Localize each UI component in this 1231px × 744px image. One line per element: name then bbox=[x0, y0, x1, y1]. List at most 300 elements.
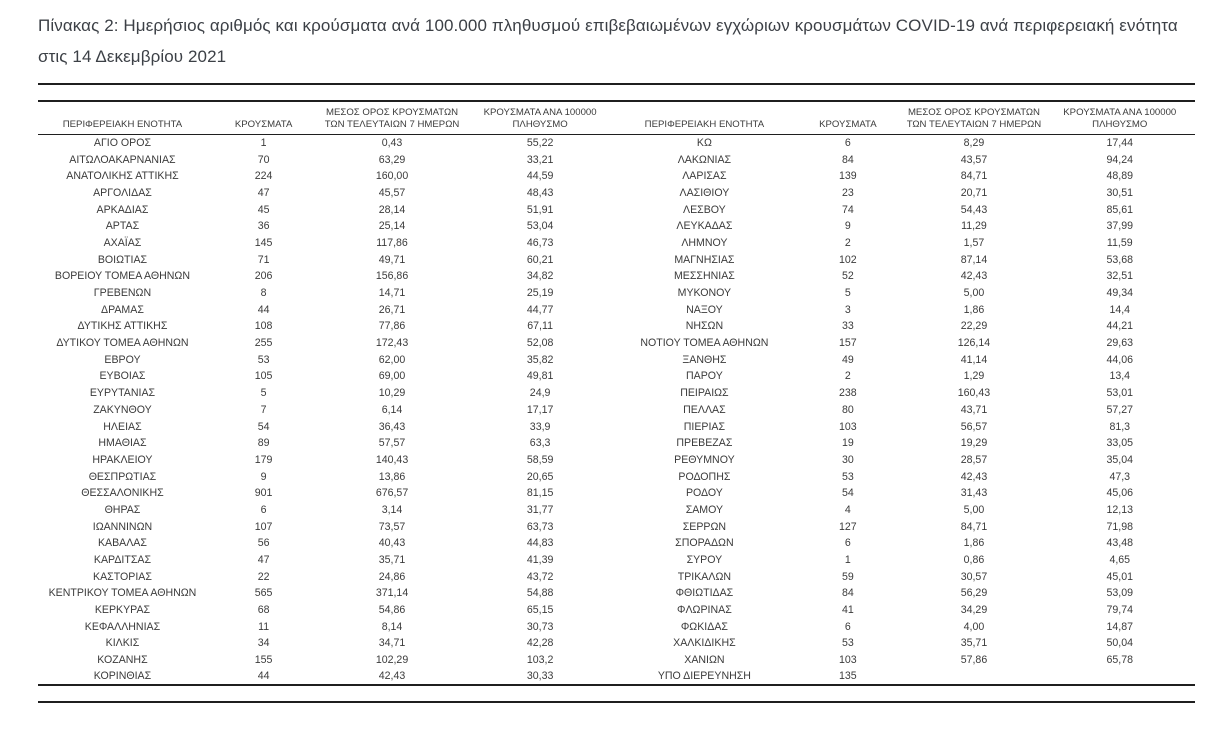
table-row bbox=[38, 301, 1195, 318]
table-row bbox=[38, 552, 1195, 569]
cases-cell: 103 bbox=[839, 420, 857, 433]
avg7-cases-cell: 49,71 bbox=[378, 253, 406, 266]
cases-cell: 103 bbox=[839, 654, 857, 667]
table-row bbox=[38, 452, 1195, 469]
region-cell: ΚΑΣΤΟΡΙΑΣ bbox=[93, 570, 152, 583]
region-cell: ΝΟΤΙΟΥ ΤΟΜΕΑ ΑΘΗΝΩΝ bbox=[640, 337, 769, 350]
region-cell: ΒΟΡΕΙΟΥ ΤΟΜΕΑ ΑΘΗΝΩΝ bbox=[54, 270, 191, 283]
cases-cell: 36 bbox=[257, 220, 270, 233]
avg7-cases-cell: 57,86 bbox=[960, 654, 988, 667]
region-cell: ΠΕΛΛΑΣ bbox=[683, 403, 726, 416]
table-row bbox=[38, 535, 1195, 552]
region-cell: ΤΡΙΚΑΛΩΝ bbox=[677, 570, 732, 583]
cases-per-100k-cell: 53,09 bbox=[1106, 587, 1134, 600]
cases-cell: 155 bbox=[254, 654, 273, 667]
avg7-cases-cell: 87,14 bbox=[960, 253, 988, 266]
cases-per-100k-cell: 47,3 bbox=[1109, 470, 1131, 483]
table-row bbox=[38, 235, 1195, 252]
cases-cell: 108 bbox=[254, 320, 273, 333]
avg7-cases-cell: 0,43 bbox=[381, 137, 403, 150]
cases-cell: 135 bbox=[839, 670, 857, 683]
cases-per-100k-cell: 41,39 bbox=[526, 554, 554, 567]
avg7-cases-cell: 11,29 bbox=[961, 220, 987, 233]
cases-cell: 22 bbox=[257, 570, 270, 583]
cases-per-100k-cell: 44,06 bbox=[1106, 353, 1134, 366]
region-cell: ΞΑΝΘΗΣ bbox=[682, 353, 727, 366]
cases-per-100k-cell: 57,27 bbox=[1106, 403, 1134, 416]
region-cell: ΣΥΡΟΥ bbox=[686, 554, 723, 567]
cases-per-100k-cell: 81,15 bbox=[526, 487, 554, 500]
table-body bbox=[38, 135, 1195, 686]
table-row bbox=[38, 418, 1195, 435]
cases-cell: 901 bbox=[254, 487, 273, 500]
region-cell: ΒΟΙΩΤΙΑΣ bbox=[97, 253, 148, 266]
avg7-cases-cell: 371,14 bbox=[375, 587, 409, 600]
cases-per-100k-cell: 35,82 bbox=[526, 353, 554, 366]
cases-per-100k-cell: 33,21 bbox=[526, 153, 554, 166]
region-cell: ΖΑΚΥΝΘΟΥ bbox=[93, 403, 152, 416]
covid-cases-table bbox=[38, 100, 1195, 686]
region-cell: ΚΑΡΔΙΤΣΑΣ bbox=[93, 554, 151, 567]
region-cell: ΠΡΕΒΕΖΑΣ bbox=[676, 437, 733, 450]
avg7-cases-cell: 5,00 bbox=[963, 287, 985, 300]
avg7-cases-cell: 54,86 bbox=[378, 604, 406, 617]
table-header bbox=[38, 101, 1195, 135]
cases-cell: 11 bbox=[258, 620, 270, 633]
region-cell: ΦΘΙΩΤΙΔΑΣ bbox=[675, 587, 734, 600]
cases-cell: 145 bbox=[254, 236, 273, 249]
region-cell: ΛΑΣΙΘΙΟΥ bbox=[679, 186, 730, 199]
cases-cell: 71 bbox=[257, 253, 270, 266]
region-cell: ΑΧΑΪΑΣ bbox=[103, 236, 142, 249]
avg7-cases-cell: 30,57 bbox=[960, 570, 988, 583]
region-cell: ΡΟΔΟΠΗΣ bbox=[678, 470, 731, 483]
avg7-cases-cell: 1,86 bbox=[963, 303, 985, 316]
cases-cell: 59 bbox=[841, 570, 854, 583]
spacer bbox=[38, 85, 1195, 100]
cases-cell: 30 bbox=[841, 453, 854, 466]
cases-per-100k-cell: 32,51 bbox=[1106, 270, 1134, 283]
cases-cell: 224 bbox=[254, 170, 273, 183]
region-cell: ΣΑΜΟΥ bbox=[685, 503, 724, 516]
cases-per-100k-cell: 45,01 bbox=[1106, 570, 1134, 583]
cases-per-100k-cell: 60,21 bbox=[526, 253, 554, 266]
avg7-cases-cell: 6,14 bbox=[381, 403, 403, 416]
avg7-cases-cell: 24,86 bbox=[378, 570, 406, 583]
region-cell: ΜΥΚΟΝΟΥ bbox=[677, 287, 732, 300]
cases-cell: 47 bbox=[257, 186, 270, 199]
cases-per-100k-cell: 53,68 bbox=[1106, 253, 1134, 266]
cases-cell: 565 bbox=[254, 587, 273, 600]
avg7-cases-cell: 10,29 bbox=[378, 387, 406, 400]
cases-per-100k-cell: 34,82 bbox=[526, 270, 554, 283]
cases-cell: 54 bbox=[257, 420, 270, 433]
table-row bbox=[38, 218, 1195, 235]
avg7-cases-cell: 117,86 bbox=[376, 236, 408, 249]
cases-cell: 44 bbox=[257, 303, 270, 316]
column-header-per100k-left: ΚΡΟΥΣΜΑΤΑ ΑΝΑ 100000 ΠΛΗΘΥΣΜΟ bbox=[464, 101, 617, 135]
cases-cell: 23 bbox=[841, 186, 854, 199]
cases-per-100k-cell: 49,34 bbox=[1106, 287, 1134, 300]
region-cell: ΜΑΓΝΗΣΙΑΣ bbox=[674, 253, 735, 266]
cases-per-100k-cell: 51,91 bbox=[526, 203, 554, 216]
cases-per-100k-cell: 71,98 bbox=[1106, 520, 1134, 533]
table-row bbox=[38, 402, 1195, 419]
cases-cell: 44 bbox=[257, 670, 270, 683]
avg7-cases-cell: 126,14 bbox=[957, 337, 991, 350]
cases-per-100k-cell: 13,4 bbox=[1109, 370, 1131, 383]
cases-per-100k-cell: 29,63 bbox=[1106, 337, 1134, 350]
avg7-cases-cell: 20,71 bbox=[960, 186, 988, 199]
region-cell: ΣΠΟΡΑΔΩΝ bbox=[675, 537, 734, 550]
cases-cell: 5 bbox=[260, 387, 267, 400]
region-cell: ΚΟΖΑΝΗΣ bbox=[97, 654, 148, 667]
cases-cell: 1 bbox=[260, 137, 267, 150]
cases-per-100k-cell: 33,9 bbox=[529, 420, 551, 433]
cases-cell: 45 bbox=[257, 203, 270, 216]
avg7-cases-cell: 62,00 bbox=[378, 353, 406, 366]
avg7-cases-cell: 19,29 bbox=[960, 437, 988, 450]
cases-per-100k-cell: 4,65 bbox=[1109, 554, 1131, 567]
cases-per-100k-cell: 43,72 bbox=[526, 570, 554, 583]
cases-per-100k-cell: 54,88 bbox=[526, 587, 554, 600]
cases-cell: 8 bbox=[260, 287, 267, 300]
region-cell: ΚΩ bbox=[696, 137, 712, 150]
cases-cell: 89 bbox=[257, 437, 270, 450]
avg7-cases-cell: 56,29 bbox=[960, 587, 988, 600]
region-cell: ΚΕΦΑΛΛΗΝΙΑΣ bbox=[84, 620, 161, 633]
region-cell: ΡΟΔΟΥ bbox=[685, 487, 723, 500]
avg7-cases-cell: 73,57 bbox=[378, 520, 406, 533]
table-row bbox=[38, 318, 1195, 335]
region-cell: ΑΡΓΟΛΙΔΑΣ bbox=[93, 186, 152, 199]
table-row bbox=[38, 151, 1195, 168]
cases-per-100k-cell: 31,77 bbox=[526, 503, 554, 516]
table-row bbox=[38, 485, 1195, 502]
cases-per-100k-cell: 14,87 bbox=[1106, 620, 1134, 633]
avg7-cases-cell: 35,71 bbox=[378, 554, 406, 567]
avg7-cases-cell: 34,71 bbox=[378, 637, 406, 650]
region-cell: ΔΥΤΙΚΗΣ ΑΤΤΙΚΗΣ bbox=[77, 320, 168, 333]
cases-per-100k-cell: 81,3 bbox=[1109, 420, 1131, 433]
avg7-cases-cell: 156,86 bbox=[375, 270, 409, 283]
cases-cell: 49 bbox=[841, 353, 854, 366]
cases-cell: 84 bbox=[841, 587, 854, 600]
avg7-cases-cell: 160,43 bbox=[957, 387, 991, 400]
column-header-cases-left: ΚΡΟΥΣΜΑΤΑ bbox=[207, 101, 320, 135]
cases-per-100k-cell: 45,06 bbox=[1106, 487, 1134, 500]
cases-cell: 127 bbox=[839, 520, 857, 533]
table-row bbox=[38, 268, 1195, 285]
cases-per-100k-cell: 94,24 bbox=[1106, 153, 1134, 166]
cases-per-100k-cell: 79,74 bbox=[1106, 604, 1134, 617]
avg7-cases-cell: 54,43 bbox=[960, 203, 988, 216]
table-row bbox=[38, 518, 1195, 535]
table-row bbox=[38, 635, 1195, 652]
column-header-region-right: ΠΕΡΙΦΕΡΕΙΑΚΗ ΕΝΟΤΗΤΑ bbox=[616, 101, 792, 135]
avg7-cases-cell: 1,86 bbox=[963, 537, 985, 550]
cases-per-100k-cell: 63,73 bbox=[526, 520, 554, 533]
avg7-cases-cell: 84,71 bbox=[960, 170, 988, 183]
column-header-avg7-left: ΜΕΣΟΣ ΟΡΟΣ ΚΡΟΥΣΜΑΤΩΝ ΤΩΝ ΤΕΛΕΥΤΑΙΩΝ 7 ΗΜΕΡΩΝ bbox=[320, 101, 463, 135]
region-cell: ΜΕΣΣΗΝΙΑΣ bbox=[673, 270, 735, 283]
region-cell: ΕΥΡΥΤΑΝΙΑΣ bbox=[89, 387, 156, 400]
region-cell: ΛΑΡΙΣΑΣ bbox=[682, 170, 727, 183]
region-cell: ΚΑΒΑΛΑΣ bbox=[97, 537, 147, 550]
cases-per-100k-cell: 44,77 bbox=[526, 303, 554, 316]
cases-cell: 41 bbox=[841, 604, 854, 617]
cases-cell: 105 bbox=[254, 370, 273, 383]
region-cell: ΓΡΕΒΕΝΩΝ bbox=[93, 287, 152, 300]
cases-per-100k-cell: 50,04 bbox=[1106, 637, 1134, 650]
avg7-cases-cell: 43,71 bbox=[960, 403, 988, 416]
cases-per-100k-cell: 17,17 bbox=[526, 403, 554, 416]
region-cell: ΘΕΣΠΡΩΤΙΑΣ bbox=[88, 470, 157, 483]
cases-per-100k-cell: 65,78 bbox=[1106, 654, 1134, 667]
cases-cell: 9 bbox=[844, 220, 851, 233]
cases-cell: 19 bbox=[841, 437, 854, 450]
avg7-cases-cell: 676,57 bbox=[375, 487, 409, 500]
cases-cell: 255 bbox=[254, 337, 273, 350]
table-row bbox=[38, 618, 1195, 635]
avg7-cases-cell: 69,00 bbox=[378, 370, 406, 383]
region-cell: ΥΠΟ ΔΙΕΡΕΥΝΗΣΗ bbox=[657, 670, 751, 683]
table-row bbox=[38, 201, 1195, 218]
cases-per-100k-cell: 35,04 bbox=[1106, 453, 1134, 466]
cases-per-100k-cell: 65,15 bbox=[526, 604, 554, 617]
cases-cell: 33 bbox=[841, 320, 854, 333]
avg7-cases-cell: 56,57 bbox=[960, 420, 988, 433]
avg7-cases-cell: 41,14 bbox=[960, 353, 988, 366]
cases-cell: 68 bbox=[257, 604, 270, 617]
avg7-cases-cell: 5,00 bbox=[963, 503, 985, 516]
bottom-rule bbox=[38, 701, 1195, 703]
cases-per-100k-cell: 53,01 bbox=[1106, 387, 1134, 400]
avg7-cases-cell: 42,43 bbox=[960, 270, 988, 283]
region-cell: ΗΡΑΚΛΕΙΟΥ bbox=[92, 453, 153, 466]
avg7-cases-cell: 42,43 bbox=[378, 670, 406, 683]
avg7-cases-cell: 77,86 bbox=[378, 320, 406, 333]
cases-per-100k-cell: 14,4 bbox=[1109, 303, 1131, 316]
region-cell: ΝΗΣΩΝ bbox=[685, 320, 724, 333]
cases-per-100k-cell: 49,81 bbox=[526, 370, 554, 383]
column-header-region-left: ΠΕΡΙΦΕΡΕΙΑΚΗ ΕΝΟΤΗΤΑ bbox=[38, 101, 207, 135]
cases-cell: 70 bbox=[257, 153, 270, 166]
cases-per-100k-cell: 44,21 bbox=[1106, 320, 1134, 333]
region-cell: ΛΗΜΝΟΥ bbox=[681, 236, 728, 249]
region-cell: ΛΑΚΩΝΙΑΣ bbox=[677, 153, 732, 166]
table-row bbox=[38, 385, 1195, 402]
region-cell: ΔΥΤΙΚΟΥ ΤΟΜΕΑ ΑΘΗΝΩΝ bbox=[56, 337, 189, 350]
avg7-cases-cell: 0,86 bbox=[963, 554, 985, 567]
cases-per-100k-cell: 85,61 bbox=[1106, 203, 1134, 216]
cases-per-100k-cell: 53,04 bbox=[526, 220, 554, 233]
region-cell: ΛΕΥΚΑΔΑΣ bbox=[676, 220, 733, 233]
region-cell: ΧΑΛΚΙΔΙΚΗΣ bbox=[673, 637, 736, 650]
cases-per-100k-cell: 48,89 bbox=[1106, 170, 1134, 183]
avg7-cases-cell: 42,43 bbox=[960, 470, 988, 483]
avg7-cases-cell: 8,14 bbox=[381, 620, 403, 633]
avg7-cases-cell: 36,43 bbox=[378, 420, 406, 433]
cases-per-100k-cell: 46,73 bbox=[526, 236, 554, 249]
region-cell: ΑΓΙΟ ΟΡΟΣ bbox=[93, 137, 152, 150]
region-cell: ΡΕΘΥΜΝΟΥ bbox=[674, 453, 735, 466]
cases-cell: 157 bbox=[839, 337, 857, 350]
avg7-cases-cell: 22,29 bbox=[960, 320, 988, 333]
table-row bbox=[38, 135, 1195, 152]
column-header-per100k-right: ΚΡΟΥΣΜΑΤΑ ΑΝΑ 100000 ΠΛΗΘΥΣΜΟ bbox=[1045, 101, 1195, 135]
region-cell: ΣΕΡΡΩΝ bbox=[682, 520, 727, 533]
avg7-cases-cell: 84,71 bbox=[960, 520, 988, 533]
column-header-cases-right: ΚΡΟΥΣΜΑΤΑ bbox=[792, 101, 903, 135]
cases-cell: 2 bbox=[844, 370, 851, 383]
table-row bbox=[38, 185, 1195, 202]
cases-per-100k-cell: 52,08 bbox=[526, 337, 554, 350]
cases-cell: 74 bbox=[841, 203, 854, 216]
cases-per-100k-cell: 37,99 bbox=[1106, 220, 1134, 233]
cases-per-100k-cell: 44,59 bbox=[526, 170, 554, 183]
cases-per-100k-cell: 30,51 bbox=[1106, 186, 1134, 199]
cases-cell: 238 bbox=[839, 387, 857, 400]
region-cell: ΔΡΑΜΑΣ bbox=[101, 303, 144, 316]
region-cell: ΛΕΣΒΟΥ bbox=[683, 203, 726, 216]
table-row bbox=[38, 368, 1195, 385]
cases-cell: 6 bbox=[844, 620, 851, 633]
table-row bbox=[38, 568, 1195, 585]
table-row bbox=[38, 435, 1195, 452]
cases-cell: 7 bbox=[260, 403, 267, 416]
cases-cell: 1 bbox=[844, 554, 851, 567]
cases-per-100k-cell: 25,19 bbox=[526, 287, 554, 300]
table-row bbox=[38, 602, 1195, 619]
cases-cell: 2 bbox=[844, 236, 851, 249]
avg7-cases-cell: 4,00 bbox=[963, 620, 985, 633]
cases-cell: 84 bbox=[841, 153, 854, 166]
cases-per-100k-cell: 42,28 bbox=[526, 637, 554, 650]
cases-cell: 6 bbox=[844, 137, 851, 150]
cases-per-100k-cell: 67,11 bbox=[527, 320, 553, 333]
cases-cell: 139 bbox=[839, 170, 857, 183]
avg7-cases-cell: 1,29 bbox=[963, 370, 985, 383]
cases-cell: 6 bbox=[260, 503, 267, 516]
table-row bbox=[38, 335, 1195, 352]
cases-cell: 206 bbox=[254, 270, 273, 283]
cases-cell: 53 bbox=[841, 637, 854, 650]
avg7-cases-cell: 43,57 bbox=[960, 153, 988, 166]
cases-per-100k-cell: 63,3 bbox=[529, 437, 551, 450]
cases-per-100k-cell: 20,65 bbox=[526, 470, 554, 483]
table-row bbox=[38, 285, 1195, 302]
avg7-cases-cell: 28,57 bbox=[960, 453, 988, 466]
cases-cell: 52 bbox=[841, 270, 854, 283]
cases-per-100k-cell: 11,59 bbox=[1106, 236, 1133, 249]
cases-per-100k-cell: 43,48 bbox=[1106, 537, 1134, 550]
avg7-cases-cell: 13,86 bbox=[378, 470, 406, 483]
cases-cell: 56 bbox=[257, 537, 270, 550]
avg7-cases-cell: 40,43 bbox=[378, 537, 406, 550]
cases-per-100k-cell: 30,73 bbox=[526, 620, 554, 633]
region-cell: ΙΩΑΝΝΙΝΩΝ bbox=[92, 520, 153, 533]
table-row bbox=[38, 351, 1195, 368]
region-cell: ΚΕΡΚΥΡΑΣ bbox=[94, 604, 151, 617]
cases-per-100k-cell: 17,44 bbox=[1106, 137, 1134, 150]
cases-cell: 47 bbox=[257, 554, 270, 567]
region-cell: ΚΟΡΙΝΘΙΑΣ bbox=[93, 670, 152, 683]
cases-per-100k-cell: 48,43 bbox=[526, 186, 554, 199]
cases-cell: 102 bbox=[839, 253, 857, 266]
region-cell: ΦΩΚΙΔΑΣ bbox=[680, 620, 728, 633]
cases-cell: 179 bbox=[254, 453, 273, 466]
avg7-cases-cell: 26,71 bbox=[378, 303, 406, 316]
avg7-cases-cell: 25,14 bbox=[378, 220, 406, 233]
cases-cell: 4 bbox=[844, 503, 851, 516]
avg7-cases-cell: 160,00 bbox=[375, 170, 409, 183]
region-cell: ΘΗΡΑΣ bbox=[104, 503, 141, 516]
region-cell: ΘΕΣΣΑΛΟΝΙΚΗΣ bbox=[81, 487, 164, 500]
avg7-cases-cell: 35,71 bbox=[960, 637, 988, 650]
cases-per-100k-cell: 44,83 bbox=[526, 537, 554, 550]
region-cell: ΠΕΙΡΑΙΩΣ bbox=[680, 387, 729, 400]
avg7-cases-cell: 3,14 bbox=[381, 503, 403, 516]
table-row bbox=[38, 168, 1195, 185]
region-cell: ΝΑΞΟΥ bbox=[686, 303, 723, 316]
avg7-cases-cell: 31,43 bbox=[960, 487, 988, 500]
avg7-cases-cell: 45,57 bbox=[378, 186, 406, 199]
cases-per-100k-cell: 30,33 bbox=[526, 670, 554, 683]
region-cell: ΑΝΑΤΟΛΙΚΗΣ ΑΤΤΙΚΗΣ bbox=[66, 170, 179, 183]
region-cell: ΧΑΝΙΩΝ bbox=[684, 654, 725, 667]
region-cell: ΑΙΤΩΛΟΑΚΑΡΝΑΝΙΑΣ bbox=[69, 153, 176, 166]
spacer bbox=[38, 686, 1195, 701]
cases-cell: 34 bbox=[257, 637, 270, 650]
cases-cell: 3 bbox=[844, 303, 851, 316]
table-row bbox=[38, 468, 1195, 485]
region-cell: ΚΕΝΤΡΙΚΟΥ ΤΟΜΕΑ ΑΘΗΝΩΝ bbox=[48, 587, 197, 600]
region-cell: ΗΜΑΘΙΑΣ bbox=[98, 437, 147, 450]
avg7-cases-cell: 63,29 bbox=[378, 153, 406, 166]
avg7-cases-cell: 1,57 bbox=[963, 236, 985, 249]
cases-cell: 53 bbox=[841, 470, 854, 483]
region-cell: ΚΙΛΚΙΣ bbox=[105, 637, 140, 650]
table-caption: Πίνακας 2: Ημερήσιος αριθμός και κρούσματα ανά 100.000 πληθυσμού επιβεβαιωμένων εγχώριων κρουσμάτων COVID-19 ανά περιφερειακή ενότητα στις 14 Δεκεμβρίου 2021 bbox=[38, 16, 1178, 66]
cases-cell: 5 bbox=[844, 287, 851, 300]
cases-per-100k-cell: 12,13 bbox=[1106, 503, 1134, 516]
avg7-cases-cell: 140,43 bbox=[375, 453, 409, 466]
table-row bbox=[38, 251, 1195, 268]
region-cell: ΑΡΤΑΣ bbox=[105, 220, 140, 233]
cases-cell: 80 bbox=[841, 403, 854, 416]
avg7-cases-cell bbox=[903, 669, 1044, 686]
cases-cell: 54 bbox=[841, 487, 854, 500]
region-cell: ΗΛΕΙΑΣ bbox=[103, 420, 142, 433]
table-header-row bbox=[38, 101, 1195, 135]
table-row bbox=[38, 669, 1195, 686]
cases-cell: 53 bbox=[257, 353, 270, 366]
avg7-cases-cell: 57,57 bbox=[378, 437, 406, 450]
avg7-cases-cell: 102,29 bbox=[375, 654, 409, 667]
cases-per-100k-cell: 103,2 bbox=[526, 654, 554, 667]
cases-per-100k-cell: 24,9 bbox=[529, 387, 551, 400]
region-cell: ΕΒΡΟΥ bbox=[104, 353, 141, 366]
avg7-cases-cell: 14,71 bbox=[378, 287, 406, 300]
cases-per-100k-cell: 33,05 bbox=[1106, 437, 1134, 450]
cases-per-100k-cell: 55,22 bbox=[526, 137, 554, 150]
cases-cell: 6 bbox=[844, 537, 851, 550]
cases-per-100k-cell bbox=[1045, 669, 1195, 686]
avg7-cases-cell: 8,29 bbox=[963, 137, 985, 150]
region-cell: ΑΡΚΑΔΙΑΣ bbox=[96, 203, 149, 216]
table-row bbox=[38, 652, 1195, 669]
